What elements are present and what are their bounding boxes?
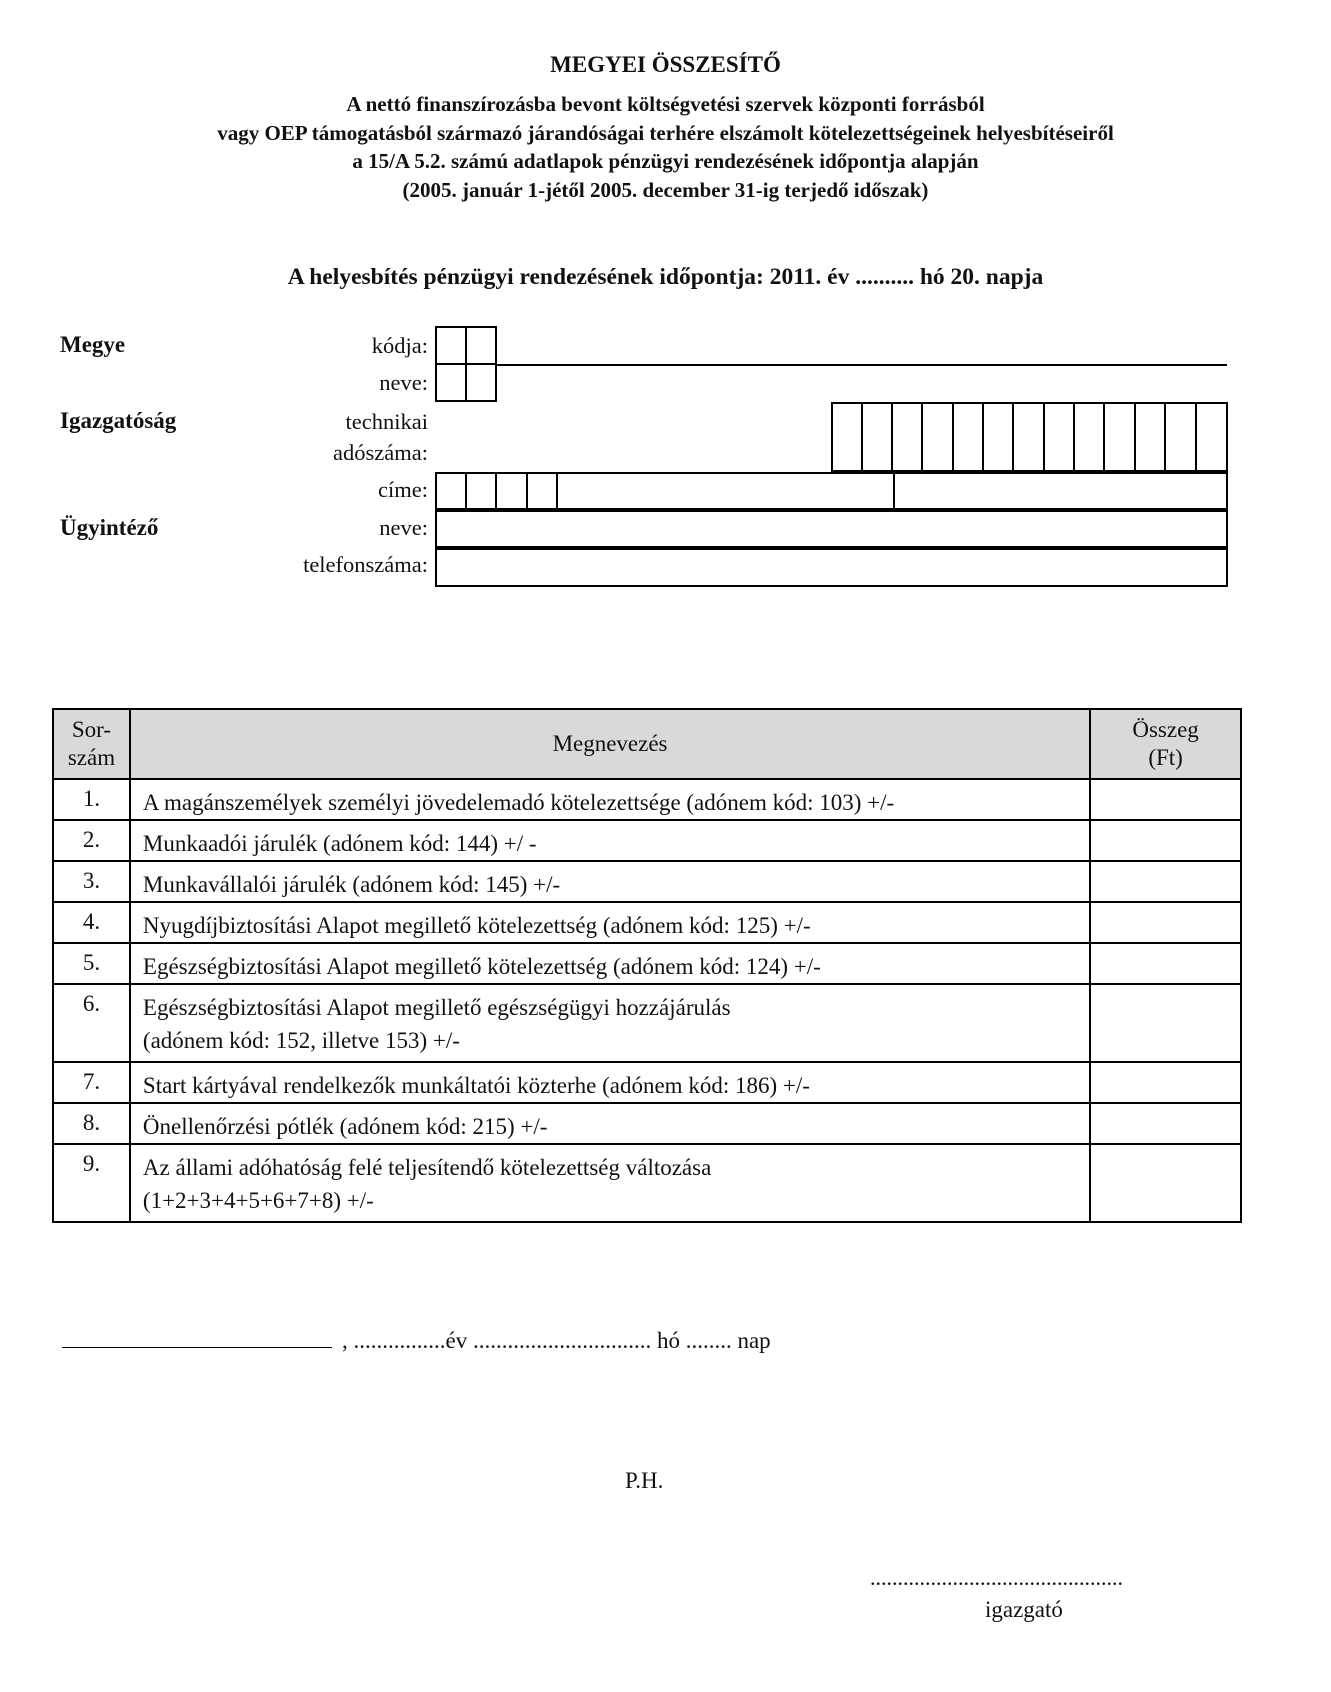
ugyintezo-neve-label: neve:	[379, 515, 428, 540]
tax-box-divider	[1043, 402, 1045, 472]
table-row	[53, 902, 1241, 943]
row-description-line: Az állami adóhatóság felé teljesítendő kötelezettség változása	[142, 1155, 712, 1180]
row-number: 3.	[53, 861, 130, 902]
amount-cell[interactable]	[1090, 943, 1241, 984]
table-row	[53, 1144, 1241, 1222]
row-description-line: (1+2+3+4+5+6+7+8) +/-	[142, 1188, 374, 1213]
megye-label: Megye	[60, 332, 126, 357]
row-description: Start kártyával rendelkezők munkáltatói közterhe (adónem kód: 186) +/-	[130, 1062, 1090, 1103]
clerk-phone-field[interactable]	[435, 548, 1228, 587]
table-header-row	[53, 709, 1241, 779]
technikai-label: technikai	[345, 409, 428, 434]
tax-box-divider	[1073, 402, 1075, 472]
tax-box-divider	[1134, 402, 1136, 472]
address-box-divider	[556, 472, 558, 510]
table-row	[53, 1062, 1241, 1103]
tax-box-divider	[1012, 402, 1014, 472]
tax-box-divider	[891, 402, 893, 472]
amount-cell[interactable]	[1090, 1062, 1241, 1103]
amount-cell[interactable]	[1090, 861, 1241, 902]
amount-cell[interactable]	[1090, 1103, 1241, 1144]
row-description: A magánszemélyek személyi jövedelemadó kötelezettsége (adónem kód: 103) +/-	[130, 779, 1090, 820]
date-text: , ................év ............................... hó ........ nap	[342, 1328, 771, 1353]
row-description: Önellenőrzési pótlék (adónem kód: 215) +/-	[130, 1103, 1090, 1144]
amount-cell[interactable]	[1090, 820, 1241, 861]
megye-name-line[interactable]	[497, 364, 1227, 366]
megye-box-divider	[465, 326, 467, 402]
tax-box-divider	[1195, 402, 1197, 472]
stamp-placeholder: P.H.	[625, 1468, 664, 1493]
address-box-divider	[495, 472, 497, 510]
amount-cell[interactable]	[1090, 902, 1241, 943]
clerk-name-field[interactable]	[435, 510, 1228, 548]
row-description: Egészségbiztosítási Alapot megillető kötelezettség (adónem kód: 124) +/-	[130, 943, 1090, 984]
col-header-osszeg	[1090, 709, 1241, 779]
row-number: 1.	[53, 779, 130, 820]
cime-label: címe:	[378, 477, 428, 502]
table-row	[53, 984, 1241, 1062]
tax-box-divider	[1164, 402, 1166, 472]
row-number: 7.	[53, 1062, 130, 1103]
tax-box-divider	[921, 402, 923, 472]
row-number: 4.	[53, 902, 130, 943]
address-box-divider	[465, 472, 467, 510]
settlement-date-line: A helyesbítés pénzügyi rendezésének időpontja: 2011. év .......... hó 20. napja	[287, 264, 1044, 290]
tax-box-divider	[952, 402, 954, 472]
amount-cell[interactable]	[1090, 984, 1241, 1062]
megye-kodja-label: kódja:	[371, 333, 428, 358]
igazgatosag-label: Igazgatóság	[60, 408, 177, 433]
subtitle-line: A nettó finanszírozásba bevont költségvetési szervek központi forrásból	[346, 92, 985, 116]
table-row	[53, 779, 1241, 820]
table-row	[53, 943, 1241, 984]
row-description	[130, 984, 1090, 1062]
table-row	[53, 820, 1241, 861]
row-description	[130, 1144, 1090, 1222]
address-field[interactable]	[435, 472, 1228, 510]
row-description-line: Egészségbiztosítási Alapot megillető egészségügyi hozzájárulás	[142, 995, 731, 1020]
header-ft: (Ft)	[1148, 745, 1183, 770]
address-box-divider	[893, 472, 895, 510]
tax-box-divider	[861, 402, 863, 472]
adoszama-label: adószáma:	[333, 440, 428, 465]
header-sor: Sor-	[71, 717, 112, 742]
col-header-megnevezes: Megnevezés	[130, 709, 1090, 779]
director-label: igazgató	[985, 1597, 1063, 1622]
tax-box-divider	[982, 402, 984, 472]
header-szam: szám	[67, 745, 116, 770]
signature-line[interactable]: ..............................................	[870, 1565, 1123, 1590]
ugyintezo-label: Ügyintéző	[60, 515, 159, 540]
row-number: 2.	[53, 820, 130, 861]
col-header-sorszam	[53, 709, 130, 779]
amount-cell[interactable]	[1090, 1144, 1241, 1222]
row-number: 6.	[53, 984, 130, 1062]
subtitle-line: a 15/A 5.2. számú adatlapok pénzügyi rendezésének időpontja alapján	[352, 149, 979, 173]
row-description-line: (adónem kód: 152, illetve 153) +/-	[142, 1028, 460, 1053]
row-number: 9.	[53, 1144, 130, 1222]
row-number: 8.	[53, 1103, 130, 1144]
document-title: MEGYEI ÖSSZESÍTŐ	[550, 52, 781, 77]
row-description: Munkavállalói járulék (adónem kód: 145) +/-	[130, 861, 1090, 902]
tax-box-divider	[1103, 402, 1105, 472]
row-number: 5.	[53, 943, 130, 984]
header-osszeg: Összeg	[1132, 717, 1199, 742]
place-blank[interactable]	[62, 1325, 332, 1348]
row-description: Nyugdíjbiztosítási Alapot megillető kötelezettség (adónem kód: 125) +/-	[130, 902, 1090, 943]
document-subtitle	[0, 90, 1331, 204]
telefonszama-label: telefonszáma:	[303, 552, 428, 577]
amount-cell[interactable]	[1090, 779, 1241, 820]
table-row	[53, 1103, 1241, 1144]
table-row	[53, 861, 1241, 902]
subtitle-line: (2005. január 1-jétől 2005. december 31-ig terjedő időszak)	[402, 177, 929, 202]
megye-neve-label: neve:	[379, 370, 428, 395]
place-date-line	[62, 1325, 771, 1354]
row-description: Munkaadói járulék (adónem kód: 144) +/ -	[130, 820, 1090, 861]
subtitle-line: vagy OEP támogatásból származó járandóságai terhére elszámolt kötelezettségeinek helyesbítéseiről	[217, 120, 1114, 145]
address-box-divider	[526, 472, 528, 510]
obligations-table	[52, 708, 1242, 1223]
